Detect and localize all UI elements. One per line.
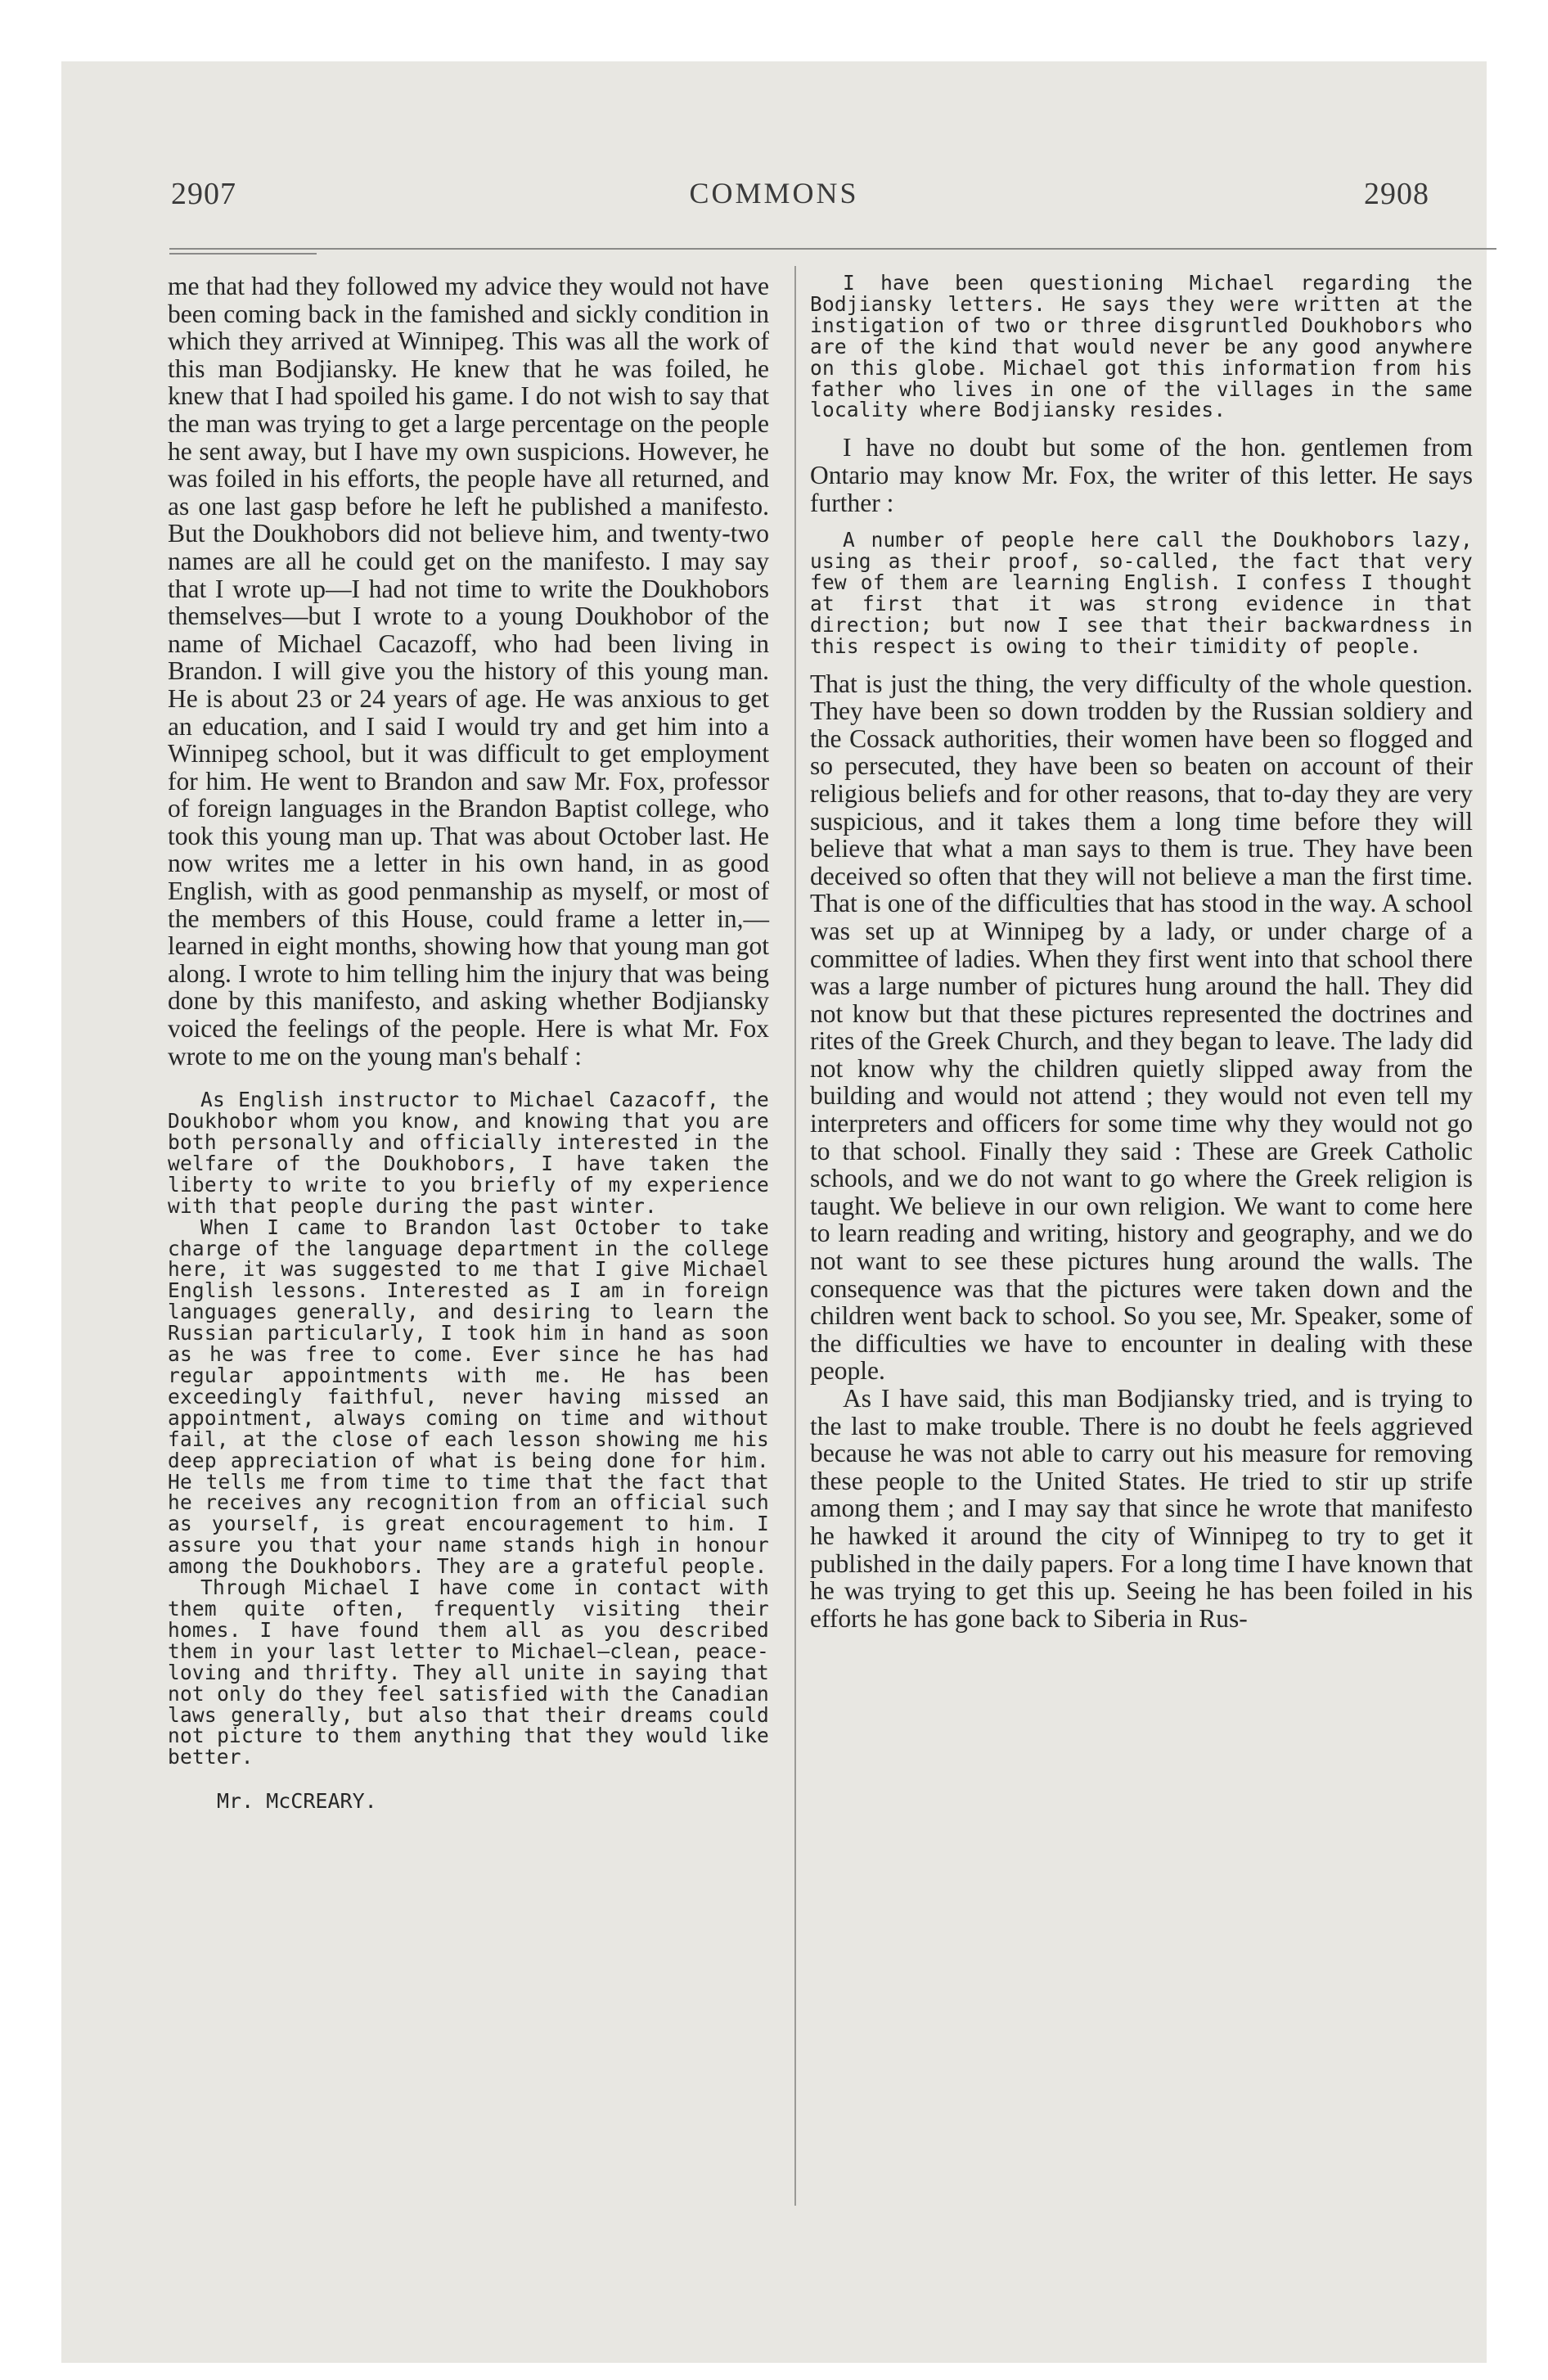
letter-quote-paragraph: When I came to Brandon last October to take charge of the language department in the college here, it was suggested to me that I give Michael English lessons. Interested as I am in foreign languages generally, and desiring to learn the Russian particularly, I took him in hand as soon as he was free to come. Ever since he has had regular appointments with me. He has been exceedingly faithful, never having missed an appointment, always coming on time and without fail, at the close of each lesson showing me his deep appreciation of what is being done for him. He tells me from time to time that the fact that he receives any recognition from an official such as yourself, is great encouragement to him. I assure you that your name stands high in honour among the Doukhobors. They are a grateful people. [168, 1215, 769, 1579]
left-column [168, 273, 769, 1813]
speech-paragraph: me that had they followed my advice they would not have been coming back in the famished and sickly condition in which they arrived at Winnipeg. This was all the work of this man Bodjiansky. He knew that he was foiled, he knew that I had spoiled his game. I do not wish to say that the man was trying to get a large percentage on the people he sent away, but I have my own suspicions. However, he was foiled in his efforts, the people have all returned, and as one last gasp before he left he published a manifesto. But the Doukhobors did not believe him, and twenty-two names are all he could get on the manifesto. I may say that I wrote up—I had not time to write the Doukhobors themselves—but I wrote to a young Doukhobor of the name of Michael Cacazoff, who had been living in Brandon. I will give you the history of this young man. He is about 23 or 24 years of age. He was anxious to get an education, and I said I would try and get him into a Winnipeg school, but it was difficult to get employment for him. He went to Brandon and saw Mr. Fox, professor of foreign languages in the Brandon Baptist college, who took this young man up. That was about October last. He now writes me a letter in his own hand, in as good English, with as good penmanship as myself, or most of the members of this House, could frame a letter in,—learned in eight months, showing how that young man got along. I wrote to him telling him the injury that was being done by this manifesto, and asking whether Bodjiansky voiced the feelings of the people. Here is what Mr. Fox wrote to me on the young man's behalf : [168, 272, 769, 1071]
letter-quote-paragraph: Through Michael I have come in contact with them quite often, frequently visiting their homes. I have found them all as you described them in your last letter to Michael—clean, peace-loving and thrifty. They all unite in saying that not only do they feel satisfied with the Canadian laws generally, but also that their dreams could not picture to them anything that they would like better. [168, 1575, 769, 1769]
letter-quote-paragraph: I have been questioning Michael regarding the Bodjiansky letters. He says they were written at the instigation of two or three disgruntled Doukhobors who are of the kind that would never be any good anywhere on this globe. Michael got this information from his father who lives in one of the villages in the same locality where Bodjiansky resides. [810, 271, 1473, 422]
speech-paragraph: As I have said, this man Bodjiansky tried, and is trying to the last to make trouble. There is no doubt he feels aggrieved because he was not able to carry out his measure for removing these people to the United States. He tried to stir up strife among them ; and I may say that since he wrote that manifesto he hawked it around the city of Winnipeg to try to get it published in the daily papers. For a long time I have known that he was trying to get this up. Seeing he has been foiled in his efforts he has gone back to Siberia in Rus- [810, 1384, 1473, 1633]
running-title: COMMONS [689, 177, 859, 210]
page-number-left: 2907 [171, 177, 236, 211]
header-rule-short [169, 253, 317, 255]
right-column [810, 273, 1473, 1632]
column-divider [794, 266, 796, 2206]
speech-paragraph: That is just the thing, the very difficulty of the whole question. They have been so down trodden by the Russian soldiery and the Cossack authorities, their women have been so flogged and so persecuted, they have been so beaten on account of their religious beliefs and for other reasons, that to-day they are very suspicious, and it takes them a long time before they will believe that what a man says to them is true. They have been deceived so often that they will not believe a man the first time. That is one of the difficulties that has stood in the way. A school was set up at Winnipeg by a lady, or under charge of a committee of ladies. When they first went into that school there was a large number of pictures hung around the hall. They did not know but that these pictures represented the doctrines and rites of the Greek Church, and they began to leave. The lady did not know why the children quietly slipped away from the building and would not attend ; they would not even tell my interpreters and officers for some time why they would not go to that school. Finally they said : These are Greek Catholic schools, and we do not want to go where the Greek religion is taught. We believe in our own religion. We want to come here to learn reading and writing, history and geography, and we do not want to see these pictures hung around the walls. The consequence was that the pictures were taken down and the children went back to school. So you see, Mr. Speaker, some of the difficulties we have to encounter in dealing with these people. [810, 669, 1473, 1386]
scanned-page [61, 61, 1487, 2363]
page-header [61, 176, 1487, 225]
page-number-right: 2908 [1364, 177, 1429, 211]
header-rule [169, 248, 1496, 250]
speech-paragraph: I have no doubt but some of the hon. gentlemen from Ontario may know Mr. Fox, the writer of this letter. He says further : [810, 433, 1473, 517]
speaker-signature: Mr. McCREARY. [217, 1789, 377, 1814]
letter-quote-paragraph: A number of people here call the Doukhobors lazy, using as their proof, so-called, the fact that very few of them are learning English. I confess I thought at first that it was strong evidence in that direction; but now I see that their backwardness in this respect is owing to their timidity of people. [810, 528, 1473, 658]
letter-quote-paragraph: As English instructor to Michael Cazacoff, the Doukhobor whom you know, and knowing that you are both personally and officially interested in the welfare of the Doukhobors, I have taken the liberty to write to you briefly of my experience with that people during the past winter. [168, 1088, 769, 1218]
